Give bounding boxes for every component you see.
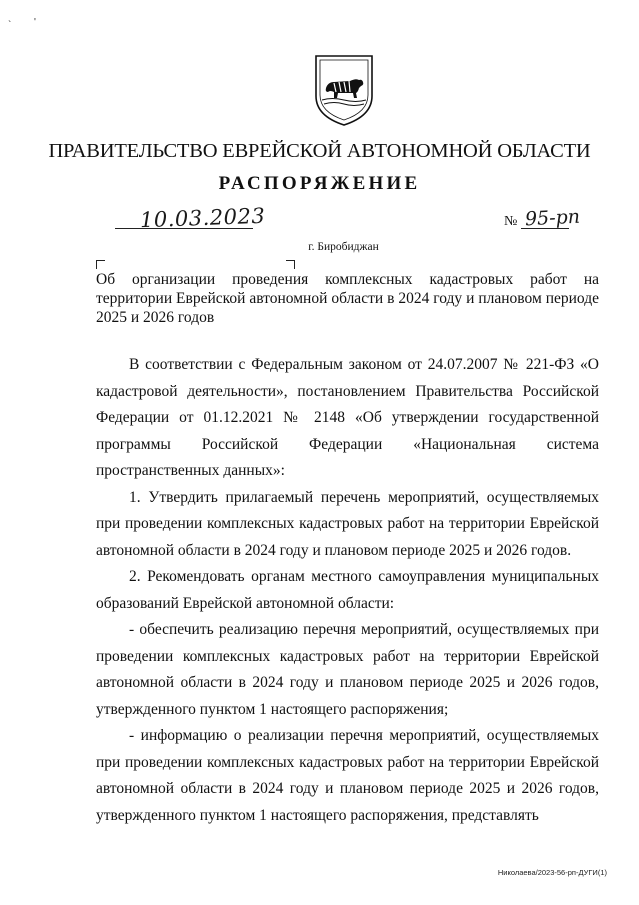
document-body <box>96 352 599 829</box>
handwritten-number: 95-рп <box>524 205 581 231</box>
coat-of-arms-tiger-icon <box>312 52 376 128</box>
scan-speck: ' <box>34 17 36 28</box>
body-paragraph: - информацию о реализации перечня мероприятий, осуществляемых при проведении комплексных кадастровых работ на территории Еврейской автономной области в 2024 году и плановом периоде 2025 и 2026 годов, утвержденного пунктом 1 настоящего распоряжения, представлять <box>96 727 599 824</box>
body-paragraph: 1. Утвердить прилагаемый перечень мероприятий, осуществляемых при проведении комплексных кадастровых работ на территории Еврейской автономной области в 2024 году и плановом периоде 2025 и 2026 годов. <box>96 488 599 559</box>
body-paragraph: 2. Рекомендовать органам местного самоуправления муниципальных образований Еврейской автономной области: <box>96 568 599 612</box>
subject-bracket-left <box>96 260 105 269</box>
document-type-heading: РАСПОРЯЖЕНИЕ <box>218 173 421 194</box>
city-line: г. Биробиджан <box>308 241 379 253</box>
scan-speck: ` <box>8 20 12 31</box>
handwritten-date: 10.03.2023 <box>139 203 266 233</box>
subject-bracket-right <box>286 260 295 269</box>
body-paragraph: - обеспечить реализацию перечня мероприятий, осуществляемых при проведении комплексных кадастровых работ на территории Еврейской автономной области в 2024 году и плановом периоде 2025 и 2026 годов, утвержденного пунктом 1 настоящего распоряжения; <box>96 621 599 718</box>
document-subject: Об организации проведения комплексных кадастровых работ на территории Еврейской автономной области в 2024 году и плановом периоде 2025 и 2026 годов <box>96 271 599 326</box>
body-paragraph: В соответствии с Федеральным законом от 24.07.2007 № 221-ФЗ «О кадастровой деятельности», постановлением Правительства Российской Федерации от 01.12.2021 № 2148 «Об утверждении государственной программы Российской Федерации «Национальная система пространственных данных»: <box>96 356 599 479</box>
number-label: № <box>504 214 518 229</box>
government-title: ПРАВИТЕЛЬСТВО ЕВРЕЙСКОЙ АВТОНОМНОЙ ОБЛАСТИ <box>48 140 591 162</box>
footer-code: Николаева/2023-56-рп-ДУГИ(1) <box>497 868 607 877</box>
